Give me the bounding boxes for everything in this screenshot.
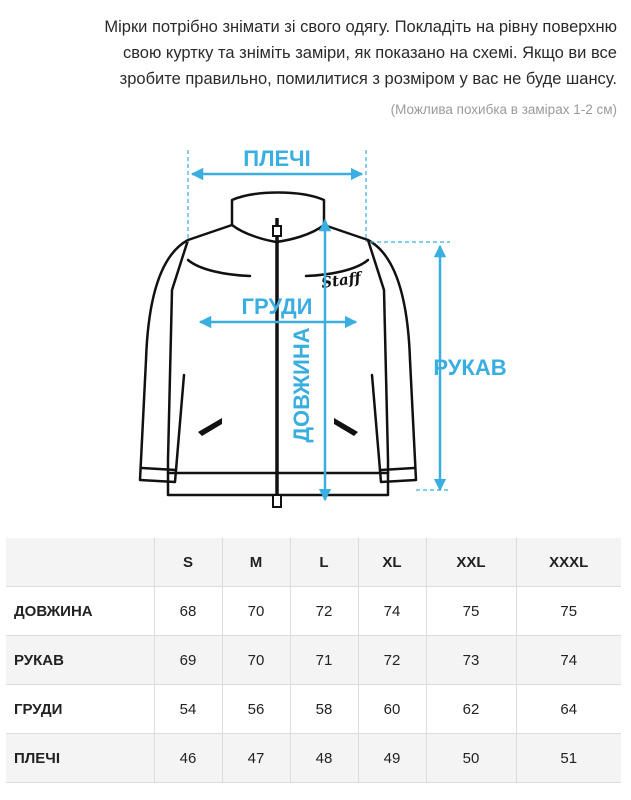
shoulders-label: ПЛЕЧІ — [243, 146, 311, 171]
right-pocket-icon — [334, 418, 358, 436]
table-cell: 75 — [426, 587, 516, 636]
size-header: XXXL — [516, 538, 621, 587]
table-cell: 73 — [426, 636, 516, 685]
size-table — [6, 538, 621, 783]
size-header: XL — [358, 538, 426, 587]
intro-line: Мірки потрібно знімати зі свого одягу. Покладіть на рівну поверхню — [104, 18, 617, 36]
table-cell: 62 — [426, 685, 516, 734]
table-cell: 64 — [516, 685, 621, 734]
table-corner-cell — [6, 538, 154, 587]
table-cell: 51 — [516, 734, 621, 783]
size-header: M — [222, 538, 290, 587]
table-cell: 56 — [222, 685, 290, 734]
table-cell: 49 — [358, 734, 426, 783]
table-cell: 47 — [222, 734, 290, 783]
table-row — [6, 685, 621, 734]
length-label: ДОВЖИНА — [289, 327, 314, 443]
table-cell: 74 — [516, 636, 621, 685]
intro-text — [17, 14, 617, 92]
table-row — [6, 636, 621, 685]
table-cell: 58 — [290, 685, 358, 734]
intro-line: свою куртку та зніміть заміри, як показано на схемі. Якщо ви все — [122, 44, 617, 62]
size-header: XXL — [426, 538, 516, 587]
table-cell: 70 — [222, 636, 290, 685]
size-header: L — [290, 538, 358, 587]
logo-icon: Staff — [320, 268, 363, 292]
chest-label: ГРУДИ — [241, 294, 313, 319]
table-cell: 72 — [358, 636, 426, 685]
jacket-measurement-diagram — [0, 130, 631, 530]
table-cell: 68 — [154, 587, 222, 636]
table-cell: 70 — [222, 587, 290, 636]
table-cell: 75 — [516, 587, 621, 636]
row-label: ДОВЖИНА — [14, 602, 93, 620]
table-cell: 46 — [154, 734, 222, 783]
zipper-pull-icon — [273, 226, 281, 236]
table-cell: 50 — [426, 734, 516, 783]
table-cell: 71 — [290, 636, 358, 685]
zipper-end-icon — [273, 495, 281, 507]
sleeve-label: РУКАВ — [433, 355, 507, 380]
table-cell: 74 — [358, 587, 426, 636]
table-row — [6, 734, 621, 783]
row-label: РУКАВ — [14, 651, 64, 669]
left-pocket-icon — [198, 418, 222, 436]
size-header: S — [154, 538, 222, 587]
table-row — [6, 587, 621, 636]
table-cell: 48 — [290, 734, 358, 783]
measurement-error-note: (Можлива похибка в замірах 1-2 см) — [390, 102, 617, 117]
row-label: ГРУДИ — [14, 700, 63, 718]
table-cell: 69 — [154, 636, 222, 685]
table-cell: 60 — [358, 685, 426, 734]
table-cell: 54 — [154, 685, 222, 734]
row-label: ПЛЕЧІ — [14, 749, 61, 767]
intro-line: зробите правильно, помилитися з розміром у вас не буде шансу. — [119, 70, 617, 88]
table-cell: 72 — [290, 587, 358, 636]
table-header-row — [6, 538, 621, 587]
